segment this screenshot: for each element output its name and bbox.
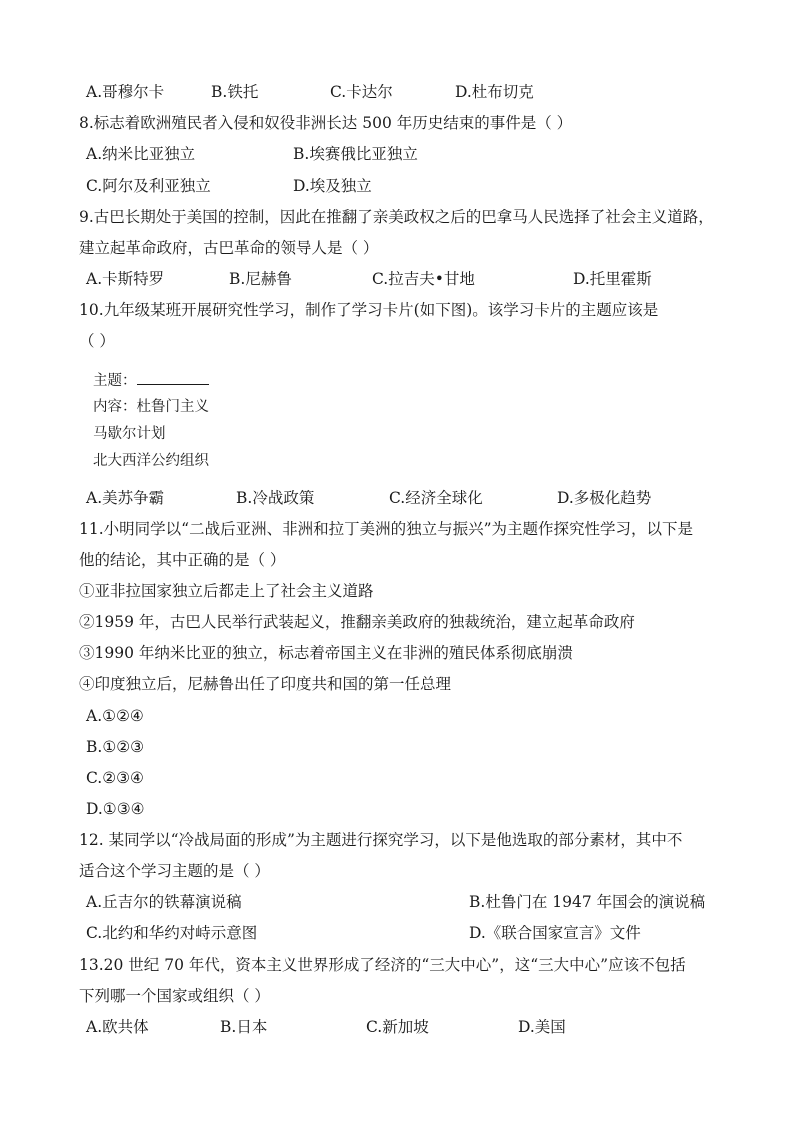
q10-stem-line1: 10.九年级某班开展研究性学习，制作了学习卡片(如下图)。该学习卡片的主题应该是 <box>79 301 659 319</box>
q7-option-a: A.哥穆尔卡 <box>86 83 165 101</box>
q11-option-a: A.①②④ <box>86 707 144 725</box>
q9-option-a: A.卡斯特罗 <box>86 270 165 288</box>
q11-stem-line1: 11.小明同学以“二战后亚洲、非洲和拉丁美洲的独立与振兴”为主题作探究性学习，以下是 <box>79 520 694 538</box>
q8-stem: 8.标志着欧洲殖民者入侵和奴役非洲长达 500 年历史结束的事件是（ ） <box>79 114 573 132</box>
q11-option-c: C.②③④ <box>86 769 144 787</box>
q8-option-a: A.纳米比亚独立 <box>86 145 196 163</box>
q10-option-a: A.美苏争霸 <box>86 489 165 507</box>
q10-option-d: D.多极化趋势 <box>557 489 652 507</box>
q10-option-b: B.冷战政策 <box>236 489 315 507</box>
q10-option-c: C.经济全球化 <box>389 489 483 507</box>
q11-statement-3: ③1990 年纳米比亚的独立，标志着帝国主义在非洲的殖民体系彻底崩溃 <box>79 644 573 662</box>
q8-option-b: B.埃赛俄比亚独立 <box>293 145 418 163</box>
q11-statement-4: ④印度独立后，尼赫鲁出任了印度共和国的第一任总理 <box>79 675 452 693</box>
q7-option-b: B.铁托 <box>211 83 259 101</box>
q13-option-a: A.欧共体 <box>86 1018 149 1036</box>
q11-option-b: B.①②③ <box>86 738 145 756</box>
study-card-item: 马歇尔计划 <box>93 426 166 442</box>
q8-option-d: D.埃及独立 <box>293 177 372 195</box>
q9-stem-line2: 建立起革命政府，古巴革命的领导人是（ ） <box>79 239 379 257</box>
q13-option-c: C.新加坡 <box>366 1018 429 1036</box>
q12-option-b: B.杜鲁门在 1947 年国会的演说稿 <box>469 893 706 911</box>
q13-option-d: D.美国 <box>518 1018 566 1036</box>
q9-option-b: B.尼赫鲁 <box>229 270 292 288</box>
q12-option-d: D.《联合国家宣言》文件 <box>469 924 641 942</box>
study-card-item: 北大西洋公约组织 <box>93 453 209 469</box>
theme-answer-blank <box>137 370 209 385</box>
q12-stem-line1: 12. 某同学以“冷战局面的形成”为主题进行探究学习，以下是他选取的部分素材，其中不 <box>79 831 683 849</box>
q11-option-d: D.①③④ <box>86 800 145 818</box>
q13-stem-line1: 13.20 世纪 70 年代，资本主义世界形成了经济的“三大中心”，这“三大中心”应该不包括 <box>79 956 686 974</box>
q9-stem-line1: 9.古巴长期处于美国的控制，因此在推翻了亲美政权之后的巴拿马人民选择了社会主义道路， <box>79 208 714 226</box>
q12-option-c: C.北约和华约对峙示意图 <box>86 924 258 942</box>
q12-stem-line2: 适合这个学习主题的是（ ） <box>79 862 270 880</box>
q12-option-a: A.丘吉尔的铁幕演说稿 <box>86 893 242 911</box>
q11-stem-line2: 他的结论，其中正确的是（ ） <box>79 551 286 569</box>
q10-stem-line2: （ ） <box>79 332 115 350</box>
q11-statement-2: ②1959 年，古巴人民举行武装起义，推翻亲美政府的独裁统治，建立起革命政府 <box>79 613 635 631</box>
q13-option-b: B.日本 <box>220 1018 268 1036</box>
q8-option-c: C.阿尔及利亚独立 <box>86 177 211 195</box>
q11-statement-1: ①亚非拉国家独立后都走上了社会主义道路 <box>79 582 374 600</box>
study-card-theme-label: 主题： <box>93 373 137 389</box>
study-card-content: 内容：杜鲁门主义 <box>93 399 209 415</box>
q9-option-d: D.托里霍斯 <box>573 270 652 288</box>
q7-option-d: D.杜布切克 <box>455 83 534 101</box>
study-card-theme <box>93 370 209 391</box>
q13-stem-line2: 下列哪一个国家或组织（ ） <box>79 987 270 1005</box>
q7-option-c: C.卡达尔 <box>330 83 393 101</box>
q9-option-c: C.拉吉夫•甘地 <box>372 270 475 288</box>
